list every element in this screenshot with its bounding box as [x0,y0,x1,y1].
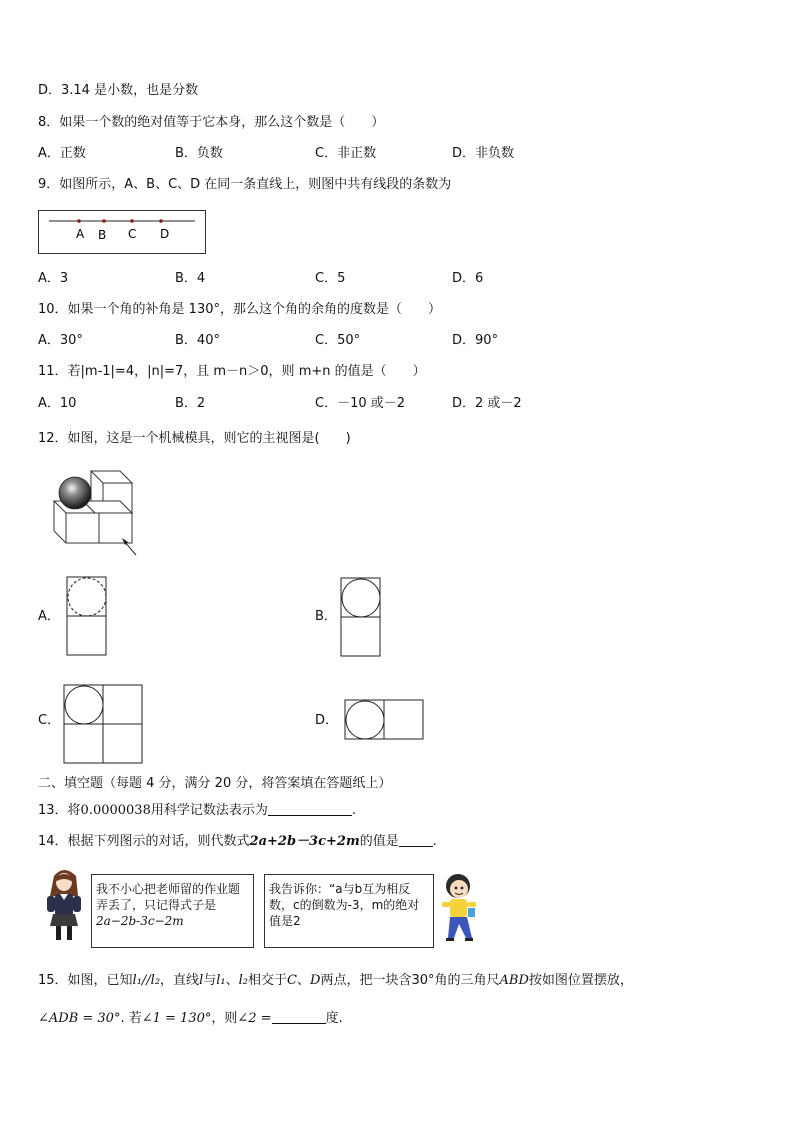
q8-option-d: D．非负数 [452,146,515,161]
q15-point-c: C [287,973,297,988]
q14-end: . [432,834,437,849]
q9-label-b: B [98,228,107,242]
q15-angle-1: ∠1 = 130° [141,1011,212,1026]
q14-expression: 2a+2b－3c+2m [249,834,360,849]
q15-angle-adb: ∠ADB = 30° [38,1011,121,1026]
q9-point-a [77,219,81,223]
q15-text-f: 、 [225,973,239,988]
q9-stem: 9．如图所示，A、B、C、D 在同一条直线上，则图中共有线段的条数为 [38,177,452,192]
section-2-heading: 二、填空题（每题 4 分，满分 20 分，将答案填在答题纸上） [38,776,392,791]
q14-prefix: 14．根据下列图示的对话，则代数式 [38,834,250,849]
q15-l1: l₁ [216,973,226,988]
q15-answer-blank[interactable] [272,1011,326,1024]
q10-option-d: D．90° [452,333,499,348]
q15-text-j: 、 [296,973,310,988]
q15-text-a: 15．如图，已知 [38,973,133,988]
q11-option-d: D．2 或－2 [452,396,522,411]
q15-text-2d: ，则 [211,1011,238,1026]
q12-option-a-figure [66,576,108,658]
q13-number: 0.0000038 [80,803,151,818]
q15-text-h: 相交于 [248,973,288,988]
q13-stem [38,803,356,819]
q12-option-d-label: D． [315,713,339,728]
q12-option-c-label: C． [38,713,61,728]
q15-parallel: l₁//l₂ [132,973,161,988]
q12-option-a-label: A． [38,609,60,624]
q12-ball [59,477,91,509]
q11-option-c: C．－10 或－2 [315,396,406,411]
q14-suffix: 的值是 [359,834,399,849]
q15-text-2b: . 若 [120,1011,142,1026]
q9-figure [38,210,206,254]
q9-label-a: A [76,227,85,241]
q12-option-d-figure [344,699,426,741]
q15-angle-30: 30° [411,973,435,988]
q15-text-m: 两点，把一块含 [320,973,412,988]
q8-option-c: C．非正数 [315,146,377,161]
q8-option-a: A．正数 [38,146,86,161]
q12-option-b-label: B． [315,609,337,624]
q12-option-c-figure [63,684,145,766]
q11-option-b: B．2 [175,396,206,411]
q13-prefix: 13．将 [38,803,81,818]
q12-mold-figure [48,465,148,560]
q15-line-1 [38,973,633,989]
q10-option-a: A．30° [38,333,83,348]
q13-end: . [351,803,357,818]
q9-option-a: A．3 [38,271,69,286]
boy-character-figure [438,872,480,944]
girl-character-figure [40,866,88,944]
q14-left-speech-bubble [91,874,254,948]
q15-angle-2: ∠2 = [237,1011,272,1026]
q14-stem [38,834,437,850]
q14-right-speech-bubble: 我告诉你：“a与b互为相反数，c的倒数为-3，m的绝对值是2 [264,874,434,948]
q9-option-d: D．6 [452,271,484,286]
q11-option-a: A．10 [38,396,77,411]
q15-text-2f: 度. [325,1011,343,1026]
q15-triangle-abd: ABD [499,973,529,988]
q12-option-b-figure [340,577,382,659]
q9-point-c [130,219,134,223]
q11-stem: 11．若|m-1|=4，|n|=7，且 m－n＞0，则 m+n 的值是（ ） [38,364,426,379]
q15-text-o: 角的三角尺 [434,973,500,988]
q13-suffix: 用科学记数法表示为 [150,803,268,818]
q9-label-c: C [128,227,137,241]
q15-point-d: D [310,973,321,988]
q15-l2: l₂ [238,973,249,988]
q8-stem: 8．如果一个数的绝对值等于它本身，那么这个数是（ ） [38,115,385,130]
q14-left-bubble-text: 我不小心把老师留的作业题弄丢了，只记得式子是 [96,882,241,912]
q9-label-d: D [160,227,170,241]
q9-option-b: B．4 [175,271,206,286]
q10-option-c: C．50° [315,333,361,348]
q13-answer-blank[interactable] [268,803,352,816]
q15-text-b: ，直线 [160,973,200,988]
q9-line-diagram [39,211,205,253]
q10-option-b: B．40° [175,333,220,348]
q12-stem: 12．如图，这是一个机械模具，则它的主视图是( ) [38,431,351,446]
q7-option-d: D．3.14 是小数，也是分数 [38,83,199,98]
q9-point-b [102,219,106,223]
q15-text-d: 与 [203,973,217,988]
q10-stem: 10．如果一个角的补角是 130°，那么这个角的余角的度数是（ ） [38,302,441,317]
q15-text-q: 按如图位置摆放， [528,973,633,988]
q14-answer-blank[interactable] [399,834,433,847]
q8-option-b: B．负数 [175,146,223,161]
q9-point-d [159,219,163,223]
q15-line-l: l [199,973,204,988]
q9-option-c: C．5 [315,271,346,286]
q14-left-bubble-expression: 2a−2b-3c−2m [96,914,184,928]
q15-line-2 [38,1011,343,1027]
